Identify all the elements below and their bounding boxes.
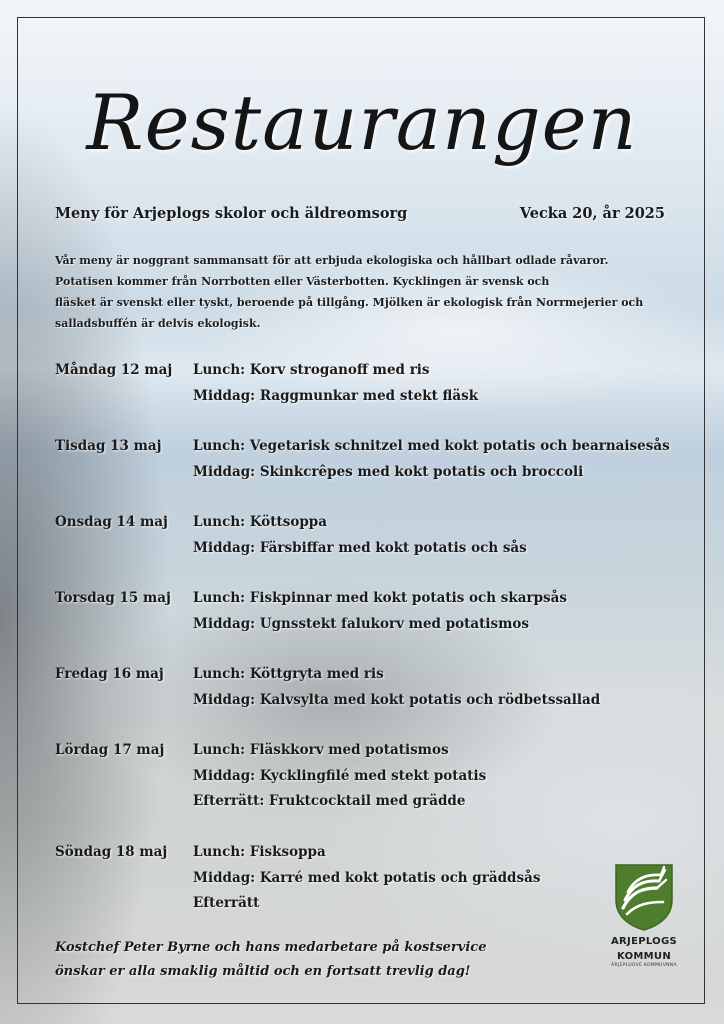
page-title: Restaurangen [86,78,638,167]
weekly-menu [55,358,675,942]
meal-item: Lunch: Fisksoppa [193,844,326,860]
day-sunday [55,840,675,942]
menu-description: Meny för Arjeplogs skolor och äldreomsorg [55,205,408,222]
meal-item: Lunch: Fiskpinnar med kokt potatis och skarpsås [193,590,567,606]
day-saturday [55,738,675,840]
day-label: Torsdag 15 maj [55,590,171,606]
intro-line: fläsket är svenskt eller tyskt, beroende på tillgång. Mjölken är ekologisk från Norrmejerier och [55,296,644,309]
intro-line: salladsbuffén är delvis ekologisk. [55,317,261,330]
meal-item: Lunch: Köttgryta med ris [193,666,384,682]
meal-item: Middag: Kycklingfilé med stekt potatis [193,767,487,784]
day-meals [193,738,486,840]
meal-item: Middag: Kalvsylta med kokt potatis och rödbetssallad [193,691,601,708]
meal-item: Efterrätt [193,895,260,911]
day-label: Söndag 18 maj [55,844,168,860]
day-meals [193,434,670,510]
intro-line: Potatisen kommer från Norrbotten eller Västerbotten. Kycklingen är svensk och [55,275,550,288]
day-meals [193,840,540,942]
meal-item: Lunch: Korv stroganoff med ris [193,362,430,378]
meal-item: Lunch: Vegetarisk schnitzel med kokt potatis och bearnaisesås [193,438,670,454]
day-meals [193,510,527,586]
day-label: Tisdag 13 maj [55,438,162,454]
logo-name-line2: KOMMUN [617,951,671,962]
day-label: Fredag 16 maj [55,666,164,682]
day-meals [193,358,478,434]
subtitle-row [55,205,665,222]
logo-name-line1: ARJEPLOGS [611,936,677,947]
day-tuesday [55,434,675,510]
meal-item: Middag: Raggmunkar med stekt fläsk [193,387,479,404]
day-label: Måndag 12 maj [55,362,173,378]
day-thursday [55,586,675,662]
day-friday [55,662,675,738]
meal-item: Middag: Skinkcrêpes med kokt potatis och broccoli [193,463,584,480]
day-meals [193,586,567,662]
day-label: Lördag 17 maj [55,742,165,758]
meal-item: Middag: Ugnsstekt falukorv med potatismos [193,615,529,632]
meal-item: Lunch: Fläskkorv med potatismos [193,742,449,758]
meal-item: Efterrätt: Fruktcocktail med grädde [193,793,466,809]
meal-item: Lunch: Köttsoppa [193,514,327,530]
meal-item: Middag: Färsbiffar med kokt potatis och sås [193,539,527,556]
intro-text [55,250,644,334]
week-label: Vecka 20, år 2025 [519,205,665,222]
closing-message [55,936,555,984]
day-wednesday [55,510,675,586]
meal-item: Middag: Karré med kokt potatis och gräddsås [193,869,541,886]
closing-line: Kostchef Peter Byrne och hans medarbetare på kostservice [55,940,487,955]
intro-line: Vår meny är noggrant sammansatt för att erbjuda ekologiska och hållbart odlade råvaror. [55,254,609,267]
municipality-logo [600,862,688,968]
reindeer-antler-shield-icon [613,862,675,932]
day-label: Onsdag 14 maj [55,514,168,530]
logo-subtitle: ÁRJEPLUOVE KOMMUVNNA [611,963,677,968]
day-meals [193,662,600,738]
day-monday [55,358,675,434]
closing-line: önskar er alla smaklig måltid och en fortsatt trevlig dag! [55,964,471,979]
